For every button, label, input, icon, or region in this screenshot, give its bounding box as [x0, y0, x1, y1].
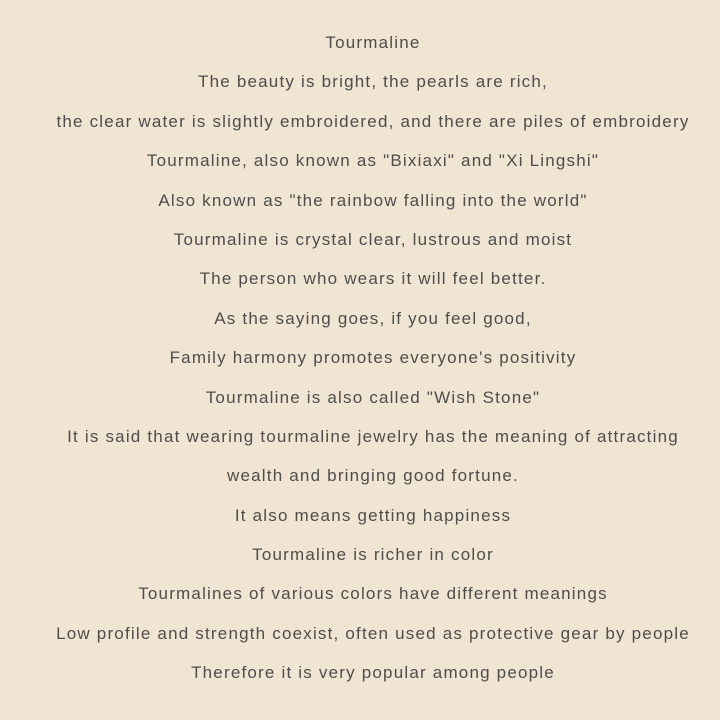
text-line: The beauty is bright, the pearls are rich,	[198, 72, 548, 92]
text-line: Also known as "the rainbow falling into the world"	[158, 190, 588, 210]
text-line: As the saying goes, if you feel good,	[214, 308, 532, 328]
text-line: Tourmaline is crystal clear, lustrous and moist	[173, 229, 573, 249]
text-line: wealth and bringing good fortune.	[227, 466, 519, 486]
text-line: Therefore it is very popular among people	[191, 663, 555, 683]
text-line: Tourmaline is richer in color	[252, 545, 494, 565]
text-line: Tourmaline is also called "Wish Stone"	[205, 387, 541, 407]
text-line: The person who wears it will feel better.	[199, 269, 547, 289]
text-line: Tourmalines of various colors have different meanings	[138, 584, 608, 604]
text-line: It is said that wearing tourmaline jewelry has the meaning of attracting	[67, 426, 679, 446]
text-line: Low profile and strength coexist, often used as protective gear by people	[56, 623, 690, 643]
text-line: Family harmony promotes everyone's positivity	[169, 348, 577, 368]
text-line: the clear water is slightly embroidered, and there are piles of embroidery	[56, 111, 690, 131]
page-title: Tourmaline	[325, 33, 421, 52]
text-line: It also means getting happiness	[234, 505, 512, 525]
text-line: Tourmaline, also known as "Bixiaxi" and "Xi Lingshi"	[146, 151, 600, 171]
